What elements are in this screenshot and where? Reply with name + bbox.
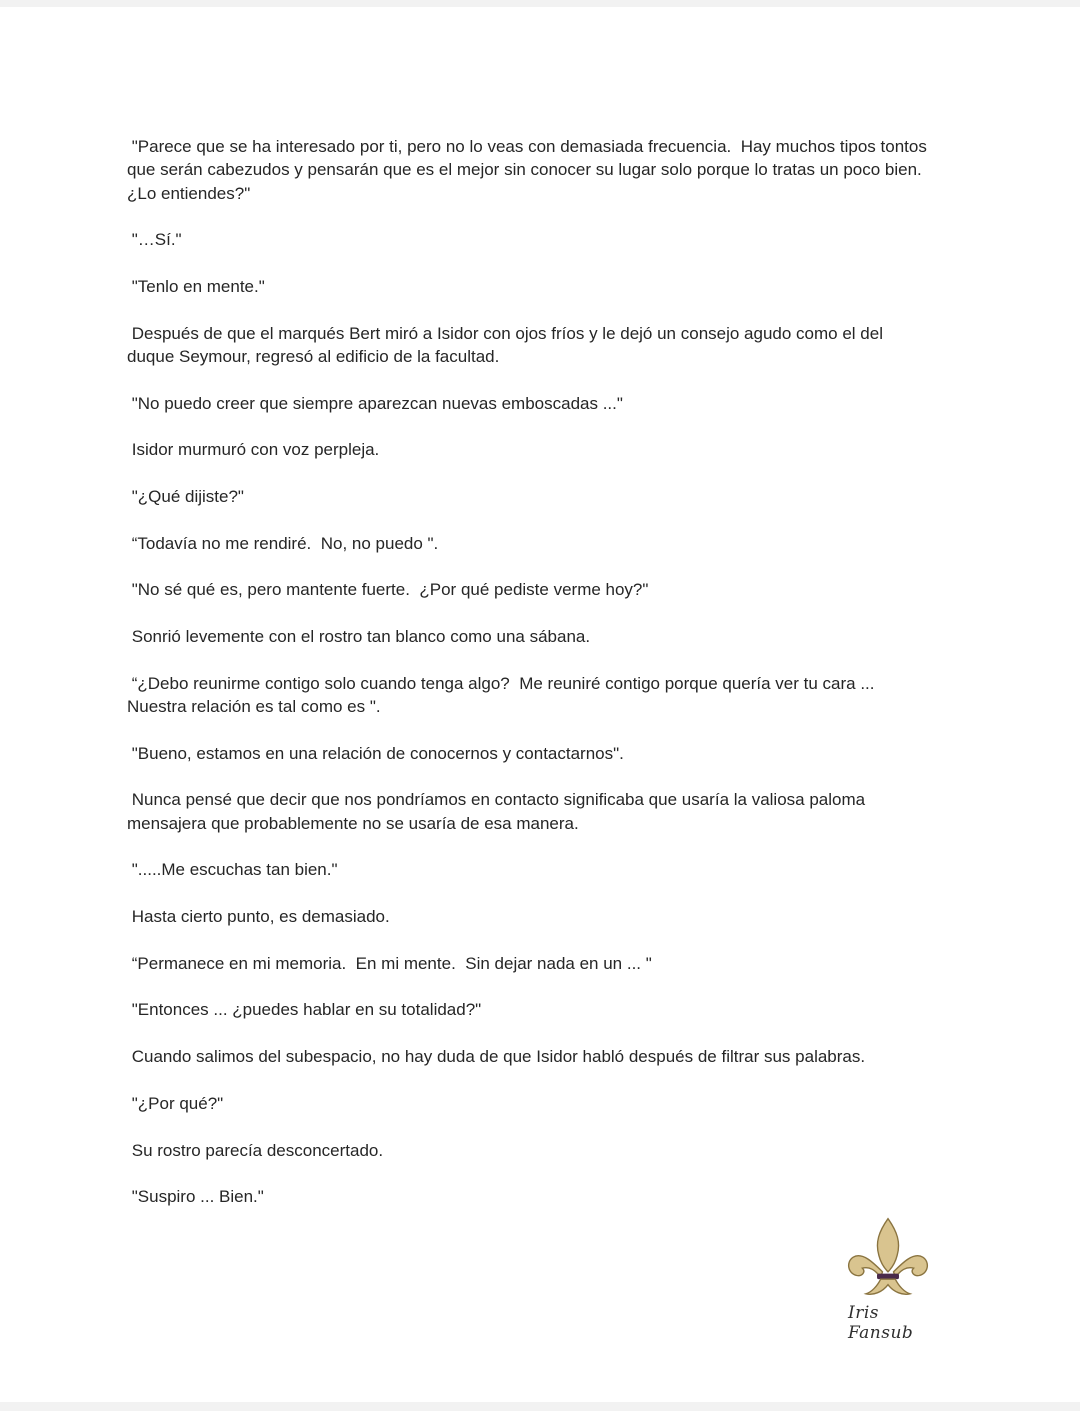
paragraph: "No puedo creer que siempre aparezcan nuevas emboscadas ..." — [127, 393, 623, 413]
document-body — [127, 135, 932, 1232]
paragraph: Nunca pensé que decir que nos pondríamos en contacto significaba que usaría la valiosa paloma mensajera que probablemente no se usaría de esa manera. — [127, 790, 870, 833]
paragraph: Hasta cierto punto, es demasiado. — [127, 907, 390, 927]
paragraph: “Permanece en mi memoria. En mi mente. Sin dejar nada en un ... " — [127, 953, 652, 973]
paragraph: "Entonces ... ¿puedes hablar en su totalidad?" — [127, 1000, 482, 1020]
paragraph: “Todavía no me rendiré. No, no puedo ". — [127, 533, 439, 553]
fleur-de-lis-icon — [842, 1215, 934, 1303]
paragraph: "No sé qué es, pero mantente fuerte. ¿Por qué pediste verme hoy?" — [127, 580, 649, 600]
paragraph: "…Sí." — [127, 230, 182, 250]
paragraph: "Bueno, estamos en una relación de conocernos y contactarnos". — [127, 743, 624, 763]
paragraph: "¿Por qué?" — [127, 1093, 224, 1113]
paragraph: Sonrió levemente con el rostro tan blanco como una sábana. — [127, 627, 591, 647]
paragraph: "Suspiro ... Bien." — [127, 1187, 264, 1207]
paragraph: Isidor murmuró con voz perpleja. — [127, 440, 380, 460]
paragraph: "Tenlo en mente." — [127, 276, 265, 296]
paragraph: "¿Qué dijiste?" — [127, 487, 244, 507]
watermark-text: Iris Fansub — [848, 1303, 914, 1343]
watermark-logo — [838, 1215, 948, 1343]
paragraph: “¿Debo reunirme contigo solo cuando tenga algo? Me reuniré contigo porque quería ver tu cara ... Nuestra relación es tal como es ". — [127, 673, 880, 717]
paragraph: "Parece que se ha interesado por ti, pero no lo veas con demasiada frecuencia. Hay muchos tipos tontos que serán cabezudos y pensarán que es el mejor sin conocer su lugar solo porque lo tratas un poco bien. ¿Lo entiendes?" — [127, 137, 932, 203]
paragraph: Su rostro parecía desconcertado. — [127, 1140, 384, 1160]
document-page — [0, 7, 1080, 1402]
paragraph: Después de que el marqués Bert miró a Isidor con ojos fríos y le dejó un consejo agudo como el del duque Seymour, regresó al edificio de la facultad. — [127, 323, 888, 366]
paragraph: ".....Me escuchas tan bien." — [127, 860, 338, 880]
paragraph: Cuando salimos del subespacio, no hay duda de que Isidor habló después de filtrar sus palabras. — [127, 1047, 866, 1067]
